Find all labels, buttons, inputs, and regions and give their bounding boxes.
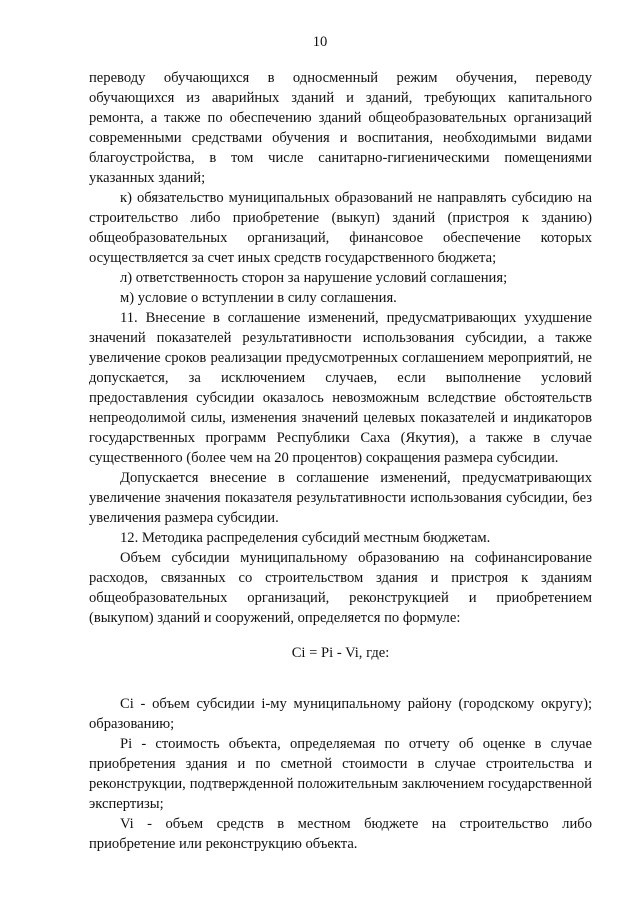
paragraph-subsidy-volume: Объем субсидии муниципальному образованию на софинансирование расходов, связанных со строительством здания и пристроя к зданиям общеобразовательных организаций, реконструкцией и приобретением (выкупом) зданий и сооружений, определяется по формуле: bbox=[89, 550, 592, 626]
paragraph-item-m: м) условие о вступлении в силу соглашения. bbox=[120, 290, 397, 306]
definition-pi: Pi - стоимость объекта, определяемая по отчету об оценке в случае приобретения здания и по сметной стоимости в случае строительства и реконструкции, подтвержденной положительным заключением государственной экспертизы; bbox=[89, 736, 592, 812]
paragraph-continuation: переводу обучающихся в односменный режим обучения, переводу обучающихся из аварийных зданий и зданий, требующих капитального ремонта, а также по обеспечению зданий общеобразовательных организаций современными средствами обучения и воспитания, необходимыми видами благоустройства, в том числе санитарно-гигиеническими помещениями указанных зданий; bbox=[89, 70, 592, 186]
definition-vi: Vi - объем средств в местном бюджете на строительство либо приобретение или реконструкцию объекта. bbox=[89, 816, 592, 852]
page-number: 10 bbox=[312, 34, 328, 50]
paragraph-allowed-changes: Допускается внесение в соглашение изменений, предусматривающих увеличение значения показателя результативности использования субсидии, без увеличения размера субсидии. bbox=[89, 470, 592, 526]
paragraph-section-11: 11. Внесение в соглашение изменений, предусматривающих ухудшение значений показателей результативности использования субсидии, а также увеличение сроков реализации предусмотренных соглашением мероприятий, не допускается, за исключением случаев, если выполнение условий предоставления субсидии оказалось невозможным вследствие обстоятельств непреодолимой силы, изменения значений целевых показателей и индикаторов государственных программ Республики Саха (Якутия), а также в случае существенного (более чем на 20 процентов) сокращения размера субсидии. bbox=[89, 310, 592, 466]
formula: Ci = Pi - Vi, где: bbox=[291, 645, 390, 661]
paragraph-item-l: л) ответственность сторон за нарушение условий соглашения; bbox=[120, 270, 508, 286]
paragraph-section-12: 12. Методика распределения субсидий местным бюджетам. bbox=[120, 530, 491, 546]
definition-ci: Ci - объем субсидии i-му муниципальному району (городскому округу); образованию; bbox=[89, 696, 592, 732]
paragraph-item-k: к) обязательство муниципальных образований не направлять субсидию на строительство либо приобретение (выкуп) зданий (пристроя к зданию) общеобразовательных организаций, финансовое обеспечение которых осуществляется за счет иных средств государственного бюджета; bbox=[89, 190, 592, 266]
document-body bbox=[89, 68, 592, 854]
